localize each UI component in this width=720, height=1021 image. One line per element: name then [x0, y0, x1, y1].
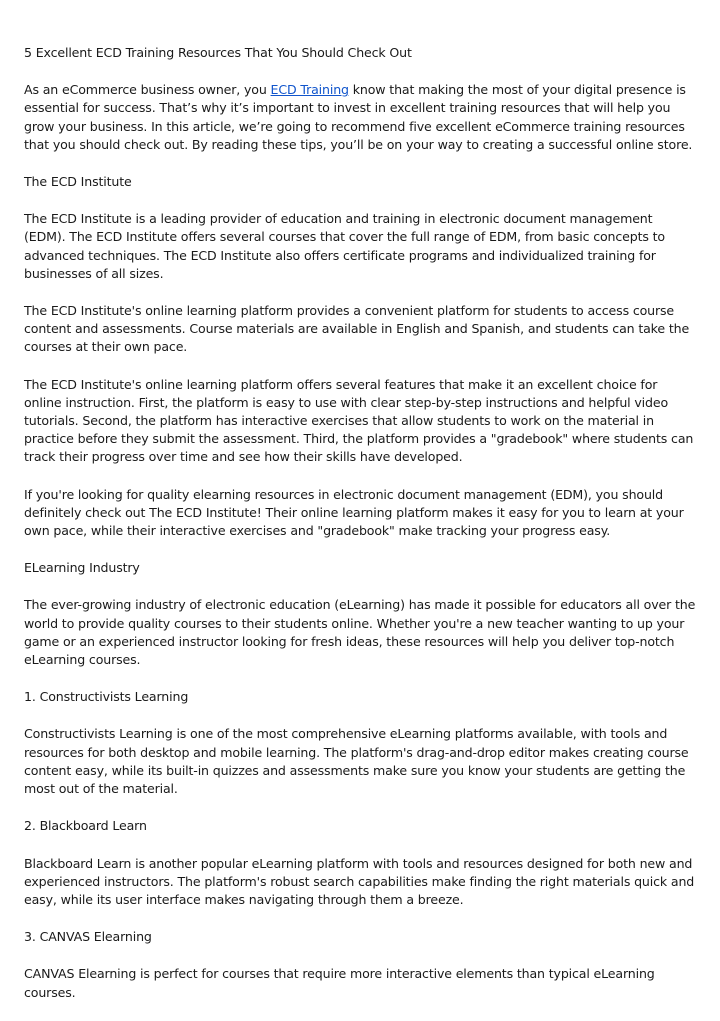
- constructivists-learning-paragraph: Constructivists Learning is one of the most comprehensive eLearning platforms available, with tools and resources for both desktop and mobile learning. The platform's drag-and-drop editor makes creating course content easy, while its built-in quizzes and assessments make sure you know your students are getting the most out of the material.: [24, 726, 689, 797]
- elearning-industry-paragraph: The ever-growing industry of electronic education (eLearning) has made it possible for educators all over the world to provide quality courses to their students online. Whether you're a new teacher wanting to up your game or an experienced instructor looking for fresh ideas, these resources will help you deliver top-notch eLearning courses.: [24, 597, 696, 668]
- ecd-training-link[interactable]: ECD Training: [270, 82, 349, 98]
- intro-text-before-link: As an eCommerce business owner, you: [24, 82, 271, 98]
- ecd-institute-paragraph-2: The ECD Institute's online learning platform provides a convenient platform for students to access course content and assessments. Course materials are available in English and Spanish, and students can take the courses at their own pace.: [24, 303, 690, 355]
- ecd-institute-paragraph-1: The ECD Institute is a leading provider of education and training in electronic document management (EDM). The ECD Institute offers several courses that cover the full range of EDM, from basic concepts to advanced techniques. The ECD Institute also offers certificate programs and individualized training for businesses of all sizes.: [24, 211, 665, 281]
- section-heading-blackboard-learn: 2. Blackboard Learn: [24, 818, 147, 834]
- canvas-elearning-paragraph: CANVAS Elearning is perfect for courses that require more interactive elements than typical eLearning courses.: [24, 966, 655, 1000]
- section-heading-elearning-industry: ELearning Industry: [24, 560, 140, 576]
- blackboard-learn-paragraph: Blackboard Learn is another popular eLearning platform with tools and resources designed for both new and experienced instructors. The platform's robust search capabilities make finding the right materials quick and easy, while its user interface makes navigating through them a breeze.: [24, 855, 695, 907]
- section-heading-ecd-institute: The ECD Institute: [24, 174, 132, 190]
- document-page: [24, 44, 696, 1021]
- section-heading-constructivists-learning: 1. Constructivists Learning: [24, 689, 189, 705]
- ecd-institute-paragraph-4: If you're looking for quality elearning resources in electronic document management (EDM), you should definitely check out The ECD Institute! Their online learning platform makes it easy for you to learn at your own pace, while their interactive exercises and "gradebook" make tracking your progress easy.: [24, 486, 684, 539]
- ecd-institute-paragraph-3: The ECD Institute's online learning platform offers several features that make it an excellent choice for online instruction. First, the platform is easy to use with clear step-by-step instructions and helpful video tutorials. Second, the platform has interactive exercises that allow students to work on the material in practice before they submit the assessment. Third, the platform provides a "gradebook" where students can track their progress over time and see how their skills have developed.: [24, 376, 694, 465]
- section-heading-canvas-elearning: 3. CANVAS Elearning: [24, 929, 152, 945]
- intro-paragraph: [24, 81, 696, 154]
- document-title: 5 Excellent ECD Training Resources That You Should Check Out: [24, 45, 412, 60]
- intro-text-after-link: know that making the most of your digital presence is essential for success. That’s why it’s important to invest in excellent training resources that will help you grow your business. In this article, we’re going to recommend five excellent eCommerce training resources that you should check out. By reading these tips, you’ll be on your way to creating a successful online store.: [24, 82, 693, 152]
